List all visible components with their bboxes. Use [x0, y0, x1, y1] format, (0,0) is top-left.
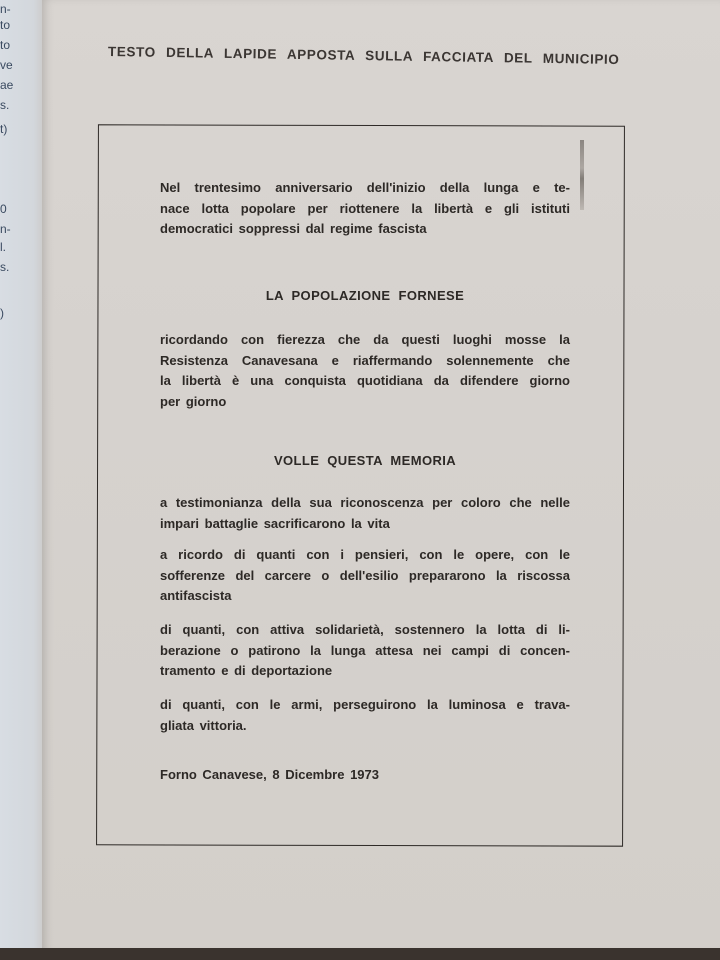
inscription-testimony [160, 493, 570, 534]
inscription-place-date [160, 765, 570, 786]
adjacent-page-fragment: ve [0, 58, 13, 72]
text-line: nace lotta popolare per riottenere la libertà e gli istituti [160, 200, 570, 216]
inscription-solidarity [160, 620, 570, 682]
adjacent-page-fragment: ae [0, 78, 14, 92]
paper-mark [580, 140, 584, 210]
adjacent-page-edge [0, 0, 48, 950]
text-line: antifascista [160, 588, 232, 603]
text-line: gliata vittoria. [160, 717, 247, 733]
adjacent-page-fragment: t) [0, 122, 8, 136]
adjacent-page-fragment: n- [0, 222, 11, 236]
inscription-arms [160, 695, 570, 736]
text-line: a testimonianza della sua riconoscenza per coloro che nelle [160, 495, 570, 510]
text-line: Resistenza Canavesana e riaffermando solennemente che [160, 352, 570, 368]
adjacent-page-fragment: l. [0, 240, 6, 254]
text-line: tramento e di deportazione [160, 663, 333, 678]
place-date: Forno Canavese, 8 Dicembre 1973 [160, 767, 379, 782]
text-line: di quanti, con le armi, perseguirono la luminosa e trava- [160, 697, 570, 712]
adjacent-page-fragment: to [0, 18, 11, 32]
adjacent-page-fragment: s. [0, 98, 10, 112]
page-heading: TESTO DELLA LAPIDE APPOSTA SULLA FACCIATA DEL MUNICIPIO [107, 44, 620, 68]
inscription-subject: LA POPOLAZIONE FORNESE [265, 288, 465, 303]
adjacent-page-fragment: ) [0, 306, 4, 320]
inscription-verb: VOLLE QUESTA MEMORIA [273, 453, 457, 468]
inscription-remembering [160, 330, 570, 412]
adjacent-page-fragment: to [0, 38, 11, 52]
adjacent-page-fragment: 0 [0, 202, 7, 216]
inscription-memory [160, 545, 570, 607]
text-line: Nel trentesimo anniversario dell'inizio della lunga e te- [160, 180, 570, 195]
inscription-intro [160, 178, 570, 240]
text-line: sofferenze del carcere o dell'esilio prepararono la riscossa [160, 567, 570, 583]
text-line: di quanti, con attiva solidarietà, sostennero la lotta di li- [160, 622, 570, 637]
text-line: democratici soppressi dal regime fascista [160, 221, 427, 236]
text-line: a ricordo di quanti con i pensieri, con le opere, con le [160, 547, 570, 562]
text-line: la libertà è una conquista quotidiana da difendere giorno [160, 373, 570, 388]
text-line: berazione o patirono la lunga attesa nei campi di concen- [160, 642, 570, 658]
adjacent-page-fragment: s. [0, 260, 10, 274]
table-surface [0, 948, 720, 960]
text-line: per giorno [160, 393, 227, 409]
text-line: ricordando con fierezza che da questi luoghi mosse la [160, 332, 570, 347]
adjacent-page-fragment: n- [0, 2, 11, 16]
text-line: impari battaglie sacrificarono la vita [160, 515, 390, 531]
